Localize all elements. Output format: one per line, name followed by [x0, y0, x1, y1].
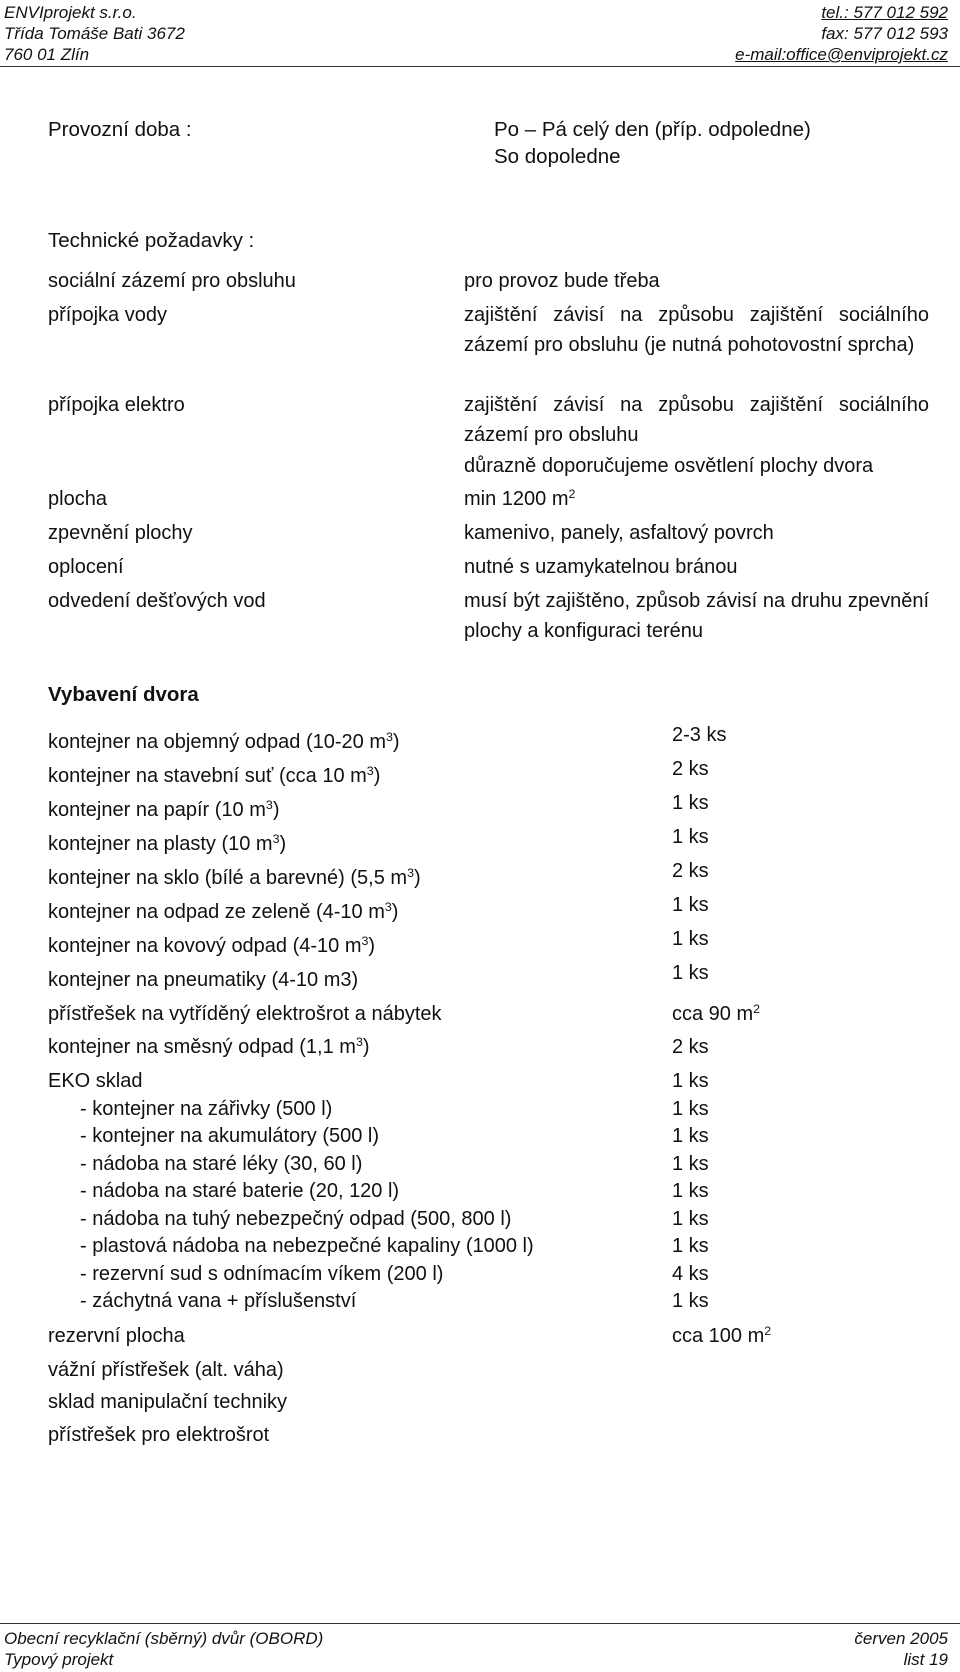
opening-hours-weekdays: Po – Pá celý den (příp. odpoledne): [494, 118, 811, 141]
equipment-subitem: - kontejner na zářivky (500 l): [80, 1098, 333, 1120]
equipment-qty: 2 ks: [672, 1036, 709, 1058]
tech-label-water: přípojka vody: [48, 304, 167, 326]
equipment-qty: 1 ks: [672, 792, 709, 814]
equipment-item: kontejner na plasty (10 $m^3$): [48, 832, 287, 855]
tech-label-surface: zpevnění plochy: [48, 522, 193, 544]
company-name: ENVIprojekt s.r.o.: [4, 3, 137, 22]
footer-sheet-number: list 19: [903, 1650, 948, 1669]
equipment-qty: 1 ks: [672, 1070, 709, 1092]
tech-value-water: zajištění závisí na způsobu zajištění sociálního zázemí pro obsluhu (je nutná pohotovostní sprcha): [464, 304, 929, 356]
equipment-qty: 1 ks: [672, 928, 709, 950]
equipment-subitem: - kontejner na akumulátory (500 l): [80, 1125, 380, 1147]
tech-value-area: min 1200 $m^2$: [464, 487, 576, 510]
equipment-qty: 1 ks: [672, 826, 709, 848]
equipment-qty: 1 ks: [672, 1235, 709, 1257]
tech-value-fence: nutné s uzamykatelnou bránou: [464, 556, 738, 578]
equipment-qty: 1 ks: [672, 1125, 709, 1147]
equipment-subitem: - nádoba na tuhý nebezpečný odpad (500, 800 l): [80, 1208, 512, 1230]
equipment-subitem: - plastová nádoba na nebezpečné kapaliny (1000 l): [80, 1235, 534, 1257]
equipment-qty: cca 100 $m^2$: [672, 1324, 772, 1347]
tech-value-electricity: zajištění závisí na způsobu zajištění sociálního zázemí pro obsluhu: [464, 394, 929, 446]
equipment-qty: 1 ks: [672, 1153, 709, 1175]
tech-value-surface: kamenivo, panely, asfaltový povrch: [464, 522, 774, 544]
equipment-item: rezervní plocha: [48, 1325, 185, 1347]
footer-doc-type: Typový projekt: [4, 1650, 114, 1669]
equipment-item: přístřešek pro elektrošrot: [48, 1424, 270, 1446]
footer-divider: [0, 1623, 960, 1624]
equipment-qty: 1 ks: [672, 894, 709, 916]
tech-requirements-heading: Technické požadavky :: [48, 229, 255, 252]
tech-value-social: pro provoz bude třeba: [464, 270, 660, 292]
equipment-qty: 2 ks: [672, 860, 709, 882]
equipment-subitem: - nádoba na staré léky (30, 60 l): [80, 1153, 363, 1175]
tech-label-area: plocha: [48, 488, 107, 510]
tech-label-social: sociální zázemí pro obsluhu: [48, 270, 296, 292]
equipment-item: kontejner na kovový odpad (4-10 $m^3$): [48, 934, 376, 957]
equipment-item: kontejner na odpad ze zeleně (4-10 $m^3$): [48, 900, 399, 923]
tech-label-electricity: přípojka elektro: [48, 394, 185, 416]
equipment-qty: 2 ks: [672, 758, 709, 780]
equipment-subitem: - nádoba na staré baterie (20, 120 l): [80, 1180, 400, 1202]
equipment-qty: 1 ks: [672, 962, 709, 984]
equipment-item: kontejner na pneumatiky (4-10 m3): [48, 969, 359, 991]
tech-value-rainwater: musí být zajištěno, způsob závisí na druhu zpevnění plochy a konfiguraci terénu: [464, 590, 929, 642]
equipment-heading: Vybavení dvora: [48, 683, 199, 706]
equipment-item: kontejner na sklo (bílé a barevné) (5,5 $m^3$): [48, 866, 421, 889]
equipment-item: vážní přístřešek (alt. váha): [48, 1359, 284, 1381]
equipment-item: kontejner na objemný odpad (10-20 $m^3$): [48, 730, 400, 753]
opening-hours-saturday: So dopoledne: [494, 145, 621, 168]
footer-doc-title: Obecní recyklační (sběrný) dvůr (OBORD): [4, 1629, 324, 1648]
equipment-qty: 1 ks: [672, 1180, 709, 1202]
company-email-link[interactable]: e-mail:office@enviprojekt.cz: [735, 45, 948, 64]
equipment-item: EKO sklad: [48, 1070, 143, 1092]
equipment-item: kontejner na směsný odpad (1,1 $m^3$): [48, 1035, 370, 1058]
equipment-qty: 4 ks: [672, 1263, 709, 1285]
company-street: Třída Tomáše Bati 3672: [4, 24, 185, 43]
equipment-item: sklad manipulační techniky: [48, 1391, 288, 1413]
footer-date: červen 2005: [854, 1629, 948, 1648]
equipment-item: kontejner na stavební suť (cca 10 $m^3$): [48, 764, 381, 787]
equipment-qty: 1 ks: [672, 1098, 709, 1120]
tech-value-lighting: důrazně doporučujeme osvětlení plochy dvora: [464, 455, 874, 477]
equipment-subitem: - rezervní sud s odnímacím víkem (200 l): [80, 1263, 444, 1285]
equipment-qty: 1 ks: [672, 1290, 709, 1312]
tech-label-rainwater: odvedení dešťových vod: [48, 590, 266, 612]
company-city: 760 01 Zlín: [4, 45, 90, 64]
company-fax: fax: 577 012 593: [821, 24, 948, 43]
tech-label-fence: oplocení: [48, 556, 124, 578]
equipment-qty: 1 ks: [672, 1208, 709, 1230]
equipment-subitem: - záchytná vana + příslušenství: [80, 1290, 357, 1312]
equipment-qty: cca 90 $m^2$: [672, 1002, 761, 1025]
header-divider: [0, 66, 960, 67]
equipment-item: přístřešek na vytříděný elektrošrot a nábytek: [48, 1003, 442, 1025]
equipment-qty: 2-3 ks: [672, 724, 727, 746]
equipment-item: kontejner na papír (10 $m^3$): [48, 798, 280, 821]
company-phone: tel.: 577 012 592: [821, 3, 948, 22]
opening-hours-label: Provozní doba :: [48, 118, 192, 141]
